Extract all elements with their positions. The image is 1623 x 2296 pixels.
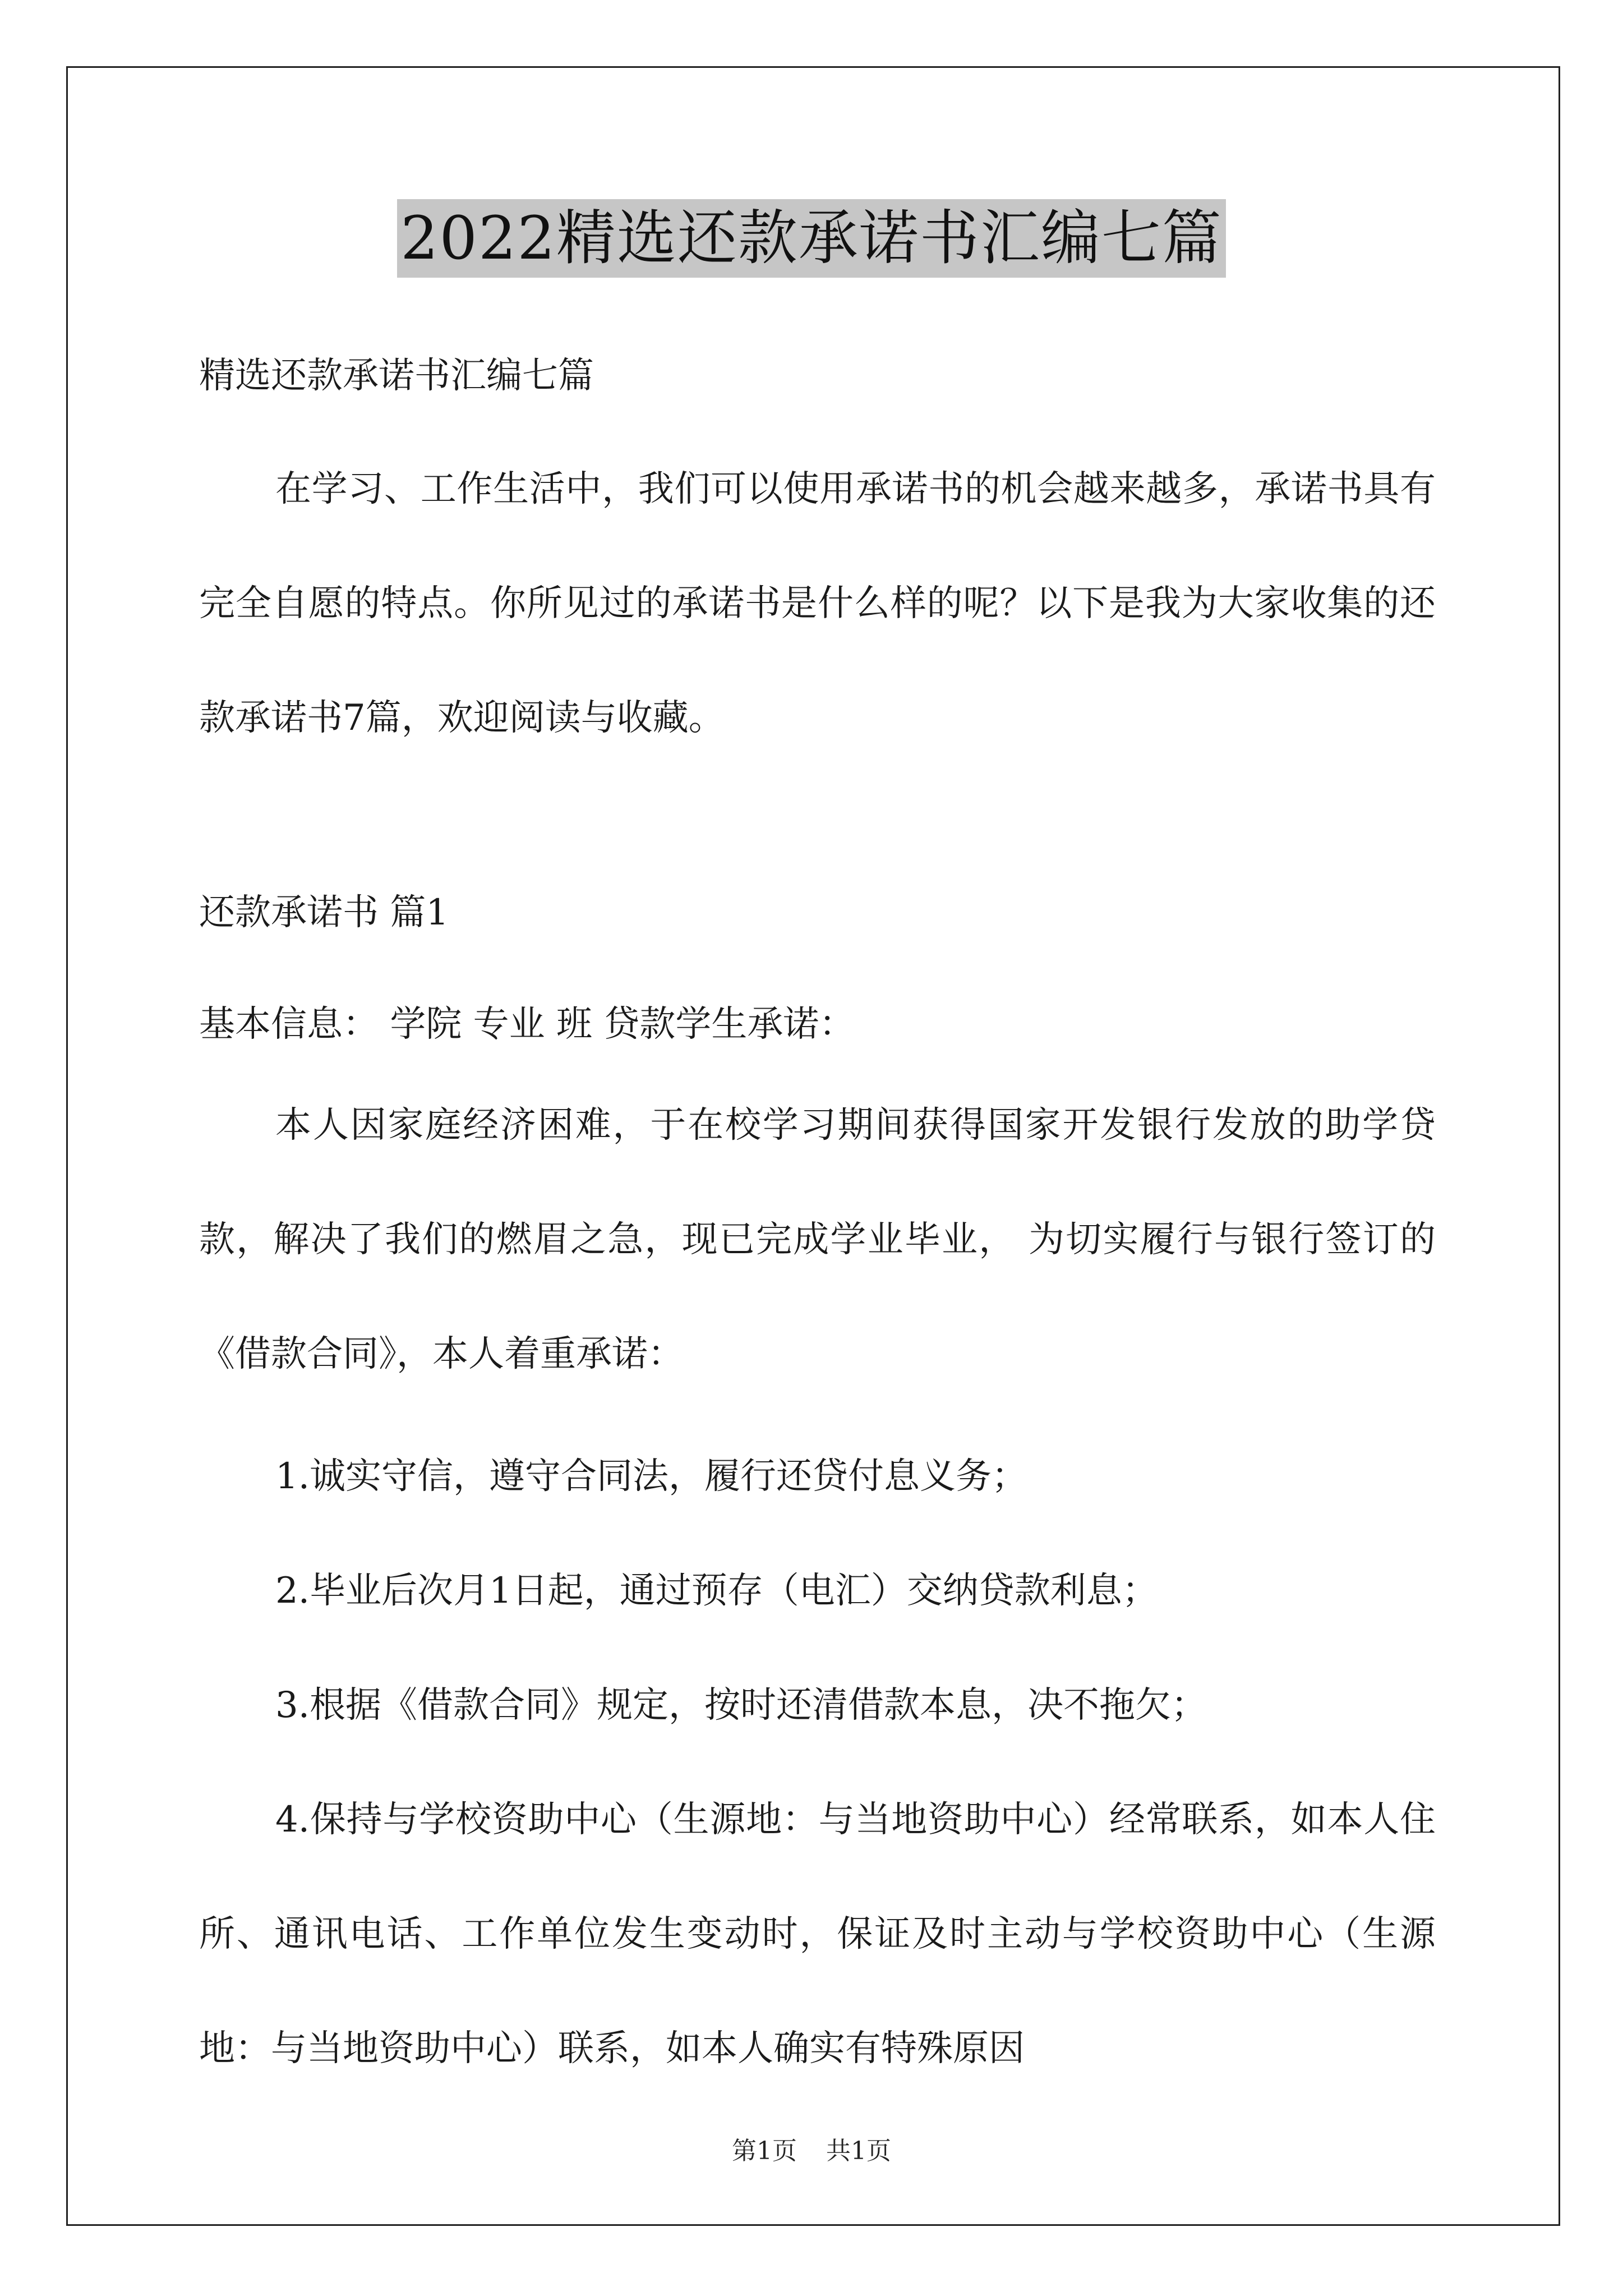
list-item: 3.根据《借款合同》规定，按时还清借款本息，决不拖欠； bbox=[275, 1685, 1207, 1726]
section-heading: 还款承诺书 篇1 bbox=[199, 892, 449, 933]
body-paragraph: 本人因家庭经济困难，于在校学习期间获得国家开发银行发放的助学贷款，解决了我们的燃眉之急，现已完成学业毕业， 为切实履行与银行签订的《借款合同》，本人着重承诺： bbox=[199, 1105, 1436, 1375]
title-container bbox=[0, 199, 1623, 278]
list-item: 4.保持与学校资助中心（生源地：与当地资助中心）经常联系，如本人住所、通讯电话、工作单位发生变动时，保证及时主动与学校资助中心（生源地：与当地资助中心）联系，如本人确实有特殊原因 bbox=[199, 1799, 1436, 2069]
page-footer bbox=[0, 2134, 1623, 2168]
intro-paragraph: 在学习、工作生活中，我们可以使用承诺书的机会越来越多，承诺书具有完全自愿的特点。你所见过的承诺书是什么样的呢？以下是我为大家收集的还款承诺书7篇，欢迎阅读与收藏。 bbox=[199, 468, 1436, 739]
document-title: 2022精选还款承诺书汇编七篇 bbox=[397, 199, 1226, 278]
list-item: 1.诚实守信，遵守合同法，履行还贷付息义务； bbox=[275, 1456, 1028, 1497]
page-number: 第1页 bbox=[732, 2137, 797, 2165]
list-item: 2.毕业后次月1日起，通过预存（电汇）交纳贷款利息； bbox=[275, 1570, 1158, 1612]
page-total: 共1页 bbox=[826, 2137, 891, 2165]
basic-info-line: 基本信息： 学院 专业 班 贷款学生承诺： bbox=[199, 1004, 855, 1045]
document-subtitle: 精选还款承诺书汇编七篇 bbox=[199, 355, 594, 397]
